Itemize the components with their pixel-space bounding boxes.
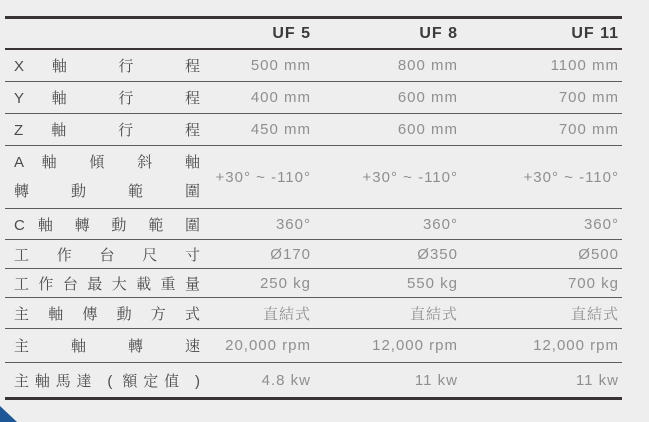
row-label: [5, 148, 200, 206]
cell-value-uf5: 500 mm: [250, 57, 311, 74]
cell-value-uf11: +30° ~ -110°: [523, 168, 619, 186]
cell-value-uf8: 12,000 rpm: [372, 337, 458, 354]
cell-value-uf11: 700 mm: [558, 121, 619, 138]
row-label-line2: 轉 動 範 圍: [14, 183, 200, 200]
cell-value-uf5: 450 mm: [250, 121, 311, 138]
table-row-spindle-drive-type: [5, 298, 622, 329]
row-label: C 軸 轉 動 範 圍: [14, 216, 200, 234]
row-label: 工 作 台 尺 寸: [14, 246, 200, 264]
table-header-row: [5, 19, 622, 50]
row-label: 工作台最大載重量: [14, 275, 200, 293]
column-header-uf5: UF 5: [272, 24, 311, 42]
table-row-table-size: [5, 240, 622, 269]
corner-triangle-decoration: [0, 406, 17, 422]
table-row-a-axis-tilt-range: [5, 146, 622, 209]
cell-value-uf11: 12,000 rpm: [533, 337, 619, 354]
cell-value-uf5: 250 kg: [259, 274, 311, 292]
row-label: Z 軸 行 程: [14, 122, 200, 139]
cell-value-uf11: Ø500: [578, 245, 619, 263]
table-row-y-axis-travel: [5, 82, 622, 114]
table-row-spindle-motor-rated: [5, 363, 622, 400]
cell-value-uf5: 20,000 rpm: [225, 337, 311, 354]
row-label: Y 軸 行 程: [14, 90, 200, 107]
cell-value-uf8: 800 mm: [397, 57, 458, 74]
cell-value-uf11: 700 mm: [558, 89, 619, 106]
table-row-z-axis-travel: [5, 114, 622, 146]
cell-value-uf8: 600 mm: [397, 89, 458, 106]
row-label-line1: A 軸 傾 斜 軸: [14, 154, 200, 171]
column-header-uf8: UF 8: [419, 24, 458, 42]
table-row-c-axis-rotation-range: [5, 209, 622, 240]
cell-value-uf8: 11 kw: [414, 371, 458, 389]
table-row-spindle-speed: [5, 329, 622, 363]
table-row-x-axis-travel: [5, 50, 622, 82]
row-label: 主軸馬達 ( 額定值 ): [14, 372, 200, 390]
cell-value-uf8: 直結式: [409, 305, 458, 323]
cell-value-uf5: +30° ~ -110°: [215, 168, 311, 186]
row-label: 主軸傳動方式: [14, 305, 200, 323]
cell-value-uf5: 直結式: [262, 305, 311, 323]
cell-value-uf8: 550 kg: [406, 274, 458, 292]
cell-value-uf8: 600 mm: [397, 121, 458, 138]
cell-value-uf5: Ø170: [270, 245, 311, 263]
cell-value-uf5: 4.8 kw: [261, 371, 311, 389]
cell-value-uf5: 360°: [275, 215, 311, 233]
cell-value-uf11: 700 kg: [567, 274, 619, 292]
cell-value-uf11: 1100 mm: [550, 57, 619, 74]
cell-value-uf11: 直結式: [570, 305, 619, 323]
cell-value-uf5: 400 mm: [250, 89, 311, 106]
row-label: X 軸 行 程: [14, 58, 200, 75]
column-header-uf11: UF 11: [571, 24, 619, 42]
row-label: 主 軸 轉 速: [14, 338, 200, 355]
cell-value-uf8: Ø350: [417, 245, 458, 263]
cell-value-uf11: 11 kw: [575, 371, 619, 389]
cell-value-uf11: 360°: [583, 215, 619, 233]
cell-value-uf8: 360°: [422, 215, 458, 233]
table-row-table-max-load: [5, 269, 622, 298]
machine-spec-table: [5, 16, 622, 400]
cell-value-uf8: +30° ~ -110°: [362, 168, 458, 186]
